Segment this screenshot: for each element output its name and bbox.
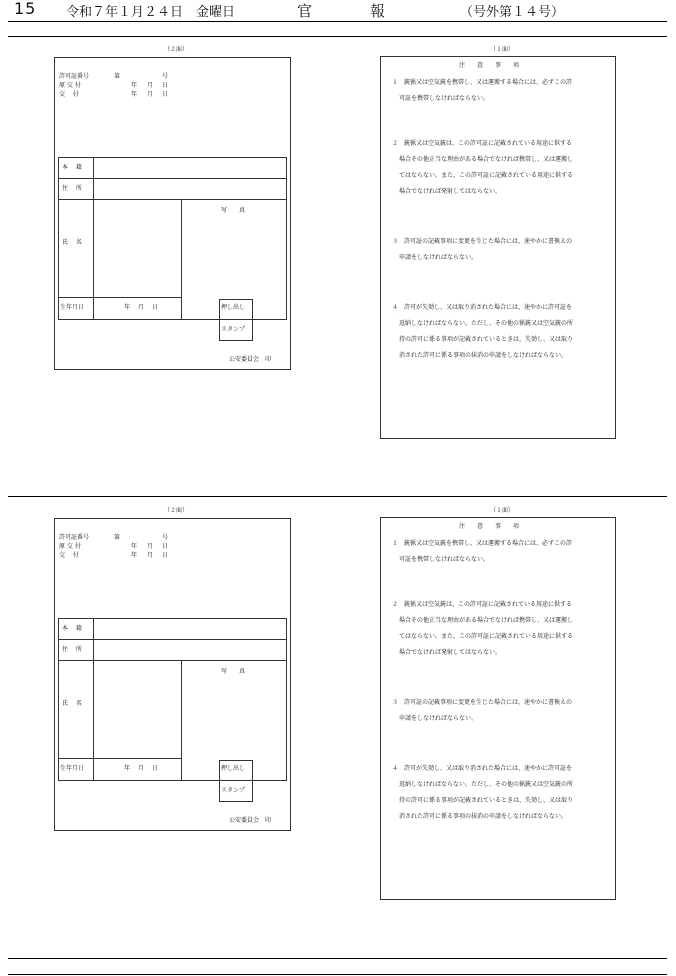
domicile-label: 本 籍 — [62, 164, 82, 171]
orig-year: 年 — [131, 82, 138, 89]
issue-year: 年 — [131, 91, 138, 98]
photo-label: 写 真 — [221, 207, 246, 214]
stamp-label-1: 押し出し — [221, 304, 246, 311]
name-block — [58, 660, 182, 759]
stamp-label-2: スタンプ — [221, 326, 246, 333]
section-rule-bottom-2 — [8, 974, 667, 975]
name-block — [58, 199, 182, 298]
front-caption: （１面） — [490, 507, 515, 514]
notice-item-4-line: 持の許可に係る事項が記載されているときは、失効し、又は取り — [399, 336, 574, 343]
notice-item-2-line: ２ 銃猟又は空気銃は、この許可証に記載されている用途に供する — [392, 140, 573, 147]
dai-label: 第 — [114, 534, 121, 541]
notice-item-2-line: 場合その他正当な理由がある場合でなければ携帯し、又は運搬し — [399, 156, 574, 163]
address-label: 住 所 — [62, 646, 82, 653]
name-label: 氏 名 — [62, 239, 82, 246]
go-label: 号 — [162, 73, 169, 80]
issue-label: 交 付 — [59, 552, 79, 559]
orig-day: 日 — [162, 82, 169, 89]
notice-item-3-line: 申請をしなければならない。 — [399, 254, 478, 261]
permit-number-label: 許可証番号 — [59, 534, 90, 541]
back-caption: （２面） — [164, 46, 189, 53]
notice-item-4-line: 返納しなければならない。ただし、その他の猟銃又は空気銃の所 — [399, 320, 574, 327]
notice-item-4-line: 消された許可に係る事項の抹消の申請をしなければならない。 — [399, 352, 568, 359]
notice-item-4-line: 返納しなければならない。ただし、その他の猟銃又は空気銃の所 — [399, 781, 574, 788]
original-issue-label: 原 交 付 — [59, 82, 81, 89]
orig-year: 年 — [131, 543, 138, 550]
notice-item-1-line: 可証を携帯しなければならない。 — [399, 556, 490, 563]
address-label: 住 所 — [62, 185, 82, 192]
issue-label: 交 付 — [59, 91, 79, 98]
stamp-label-2: スタンプ — [221, 787, 246, 794]
notice-item-2-line: てはならない。また、この許可証に記載されている用途に供する — [399, 172, 574, 179]
notice-item-2-line: 場合その他正当な理由がある場合でなければ携帯し、又は運搬し — [399, 617, 574, 624]
notice-item-1-line: １ 銃猟又は空気銃を携帯し、又は運搬する場合には、必ずこの許 — [392, 79, 573, 86]
notice-items — [392, 57, 614, 437]
notice-item-4-line: 持の許可に係る事項が記載されているときは、失効し、又は取り — [399, 797, 574, 804]
go-label: 号 — [162, 534, 169, 541]
permit-back-face — [54, 518, 291, 831]
notice-item-3-line: 申請をしなければならない。 — [399, 715, 478, 722]
page-number: 15 — [14, 0, 37, 18]
permit-sheet — [0, 497, 676, 957]
notice-item-3-line: ３ 許可証の記載事項に変更を生じた場合には、速やかに書換えの — [392, 238, 573, 245]
notice-title: 注 意 事 項 — [459, 523, 520, 530]
orig-day: 日 — [162, 543, 169, 550]
notice-item-2-line: 場合でなければ発射してはならない。 — [399, 649, 502, 656]
header-rule — [8, 21, 667, 22]
commission-seal-text: 公安委員会 印 — [229, 356, 272, 363]
issue-number: （号外第１４号） — [460, 5, 565, 20]
back-caption: （２面） — [164, 507, 189, 514]
birthdate-ymd: 年 月 日 — [124, 304, 158, 311]
birthdate-label: 生年月日 — [60, 304, 85, 311]
stamp-label-1: 押し出し — [221, 765, 246, 772]
notice-item-2-line: ２ 銃猟又は空気銃は、この許可証に記載されている用途に供する — [392, 601, 573, 608]
issue-month: 月 — [147, 91, 154, 98]
orig-month: 月 — [147, 543, 154, 550]
birthdate-ymd: 年 月 日 — [124, 765, 158, 772]
issue-day: 日 — [162, 91, 169, 98]
notice-title: 注 意 事 項 — [459, 62, 520, 69]
photo-label: 写 真 — [221, 668, 246, 675]
page-header — [0, 0, 676, 22]
permit-number-label: 許可証番号 — [59, 73, 90, 80]
notice-item-4-line: ４ 許可が失効し、又は取り消された場合には、速やかに許可証を — [392, 765, 573, 772]
notice-item-1-line: 可証を携帯しなければならない。 — [399, 95, 490, 102]
dai-label: 第 — [114, 73, 121, 80]
issue-year: 年 — [131, 552, 138, 559]
commission-seal-text: 公安委員会 印 — [229, 817, 272, 824]
notice-item-3-line: ３ 許可証の記載事項に変更を生じた場合には、速やかに書換えの — [392, 699, 573, 706]
front-caption: （１面） — [490, 46, 515, 53]
notice-item-2-line: 場合でなければ発射してはならない。 — [399, 188, 502, 195]
notice-item-4-line: ４ 許可が失効し、又は取り消された場合には、速やかに許可証を — [392, 304, 573, 311]
name-label: 氏 名 — [62, 700, 82, 707]
issue-day: 日 — [162, 552, 169, 559]
permit-front-face — [380, 517, 616, 900]
notice-item-2-line: てはならない。また、この許可証に記載されている用途に供する — [399, 633, 574, 640]
notice-item-1-line: １ 銃猟又は空気銃を携帯し、又は運搬する場合には、必ずこの許 — [392, 540, 573, 547]
issue-date: 令和７年１月２４日 金曜日 — [66, 5, 236, 20]
notice-items — [392, 518, 614, 898]
domicile-label: 本 籍 — [62, 625, 82, 632]
permit-sheet — [0, 36, 676, 496]
birthdate-label: 生年月日 — [60, 765, 85, 772]
permit-front-face — [380, 56, 616, 439]
notice-item-4-line: 消された許可に係る事項の抹消の申請をしなければならない。 — [399, 813, 568, 820]
issue-month: 月 — [147, 552, 154, 559]
orig-month: 月 — [147, 82, 154, 89]
section-rule-bottom-1 — [8, 958, 667, 959]
permit-back-face — [54, 57, 291, 370]
original-issue-label: 原 交 付 — [59, 543, 81, 550]
publication-title: 官報 — [297, 2, 444, 20]
